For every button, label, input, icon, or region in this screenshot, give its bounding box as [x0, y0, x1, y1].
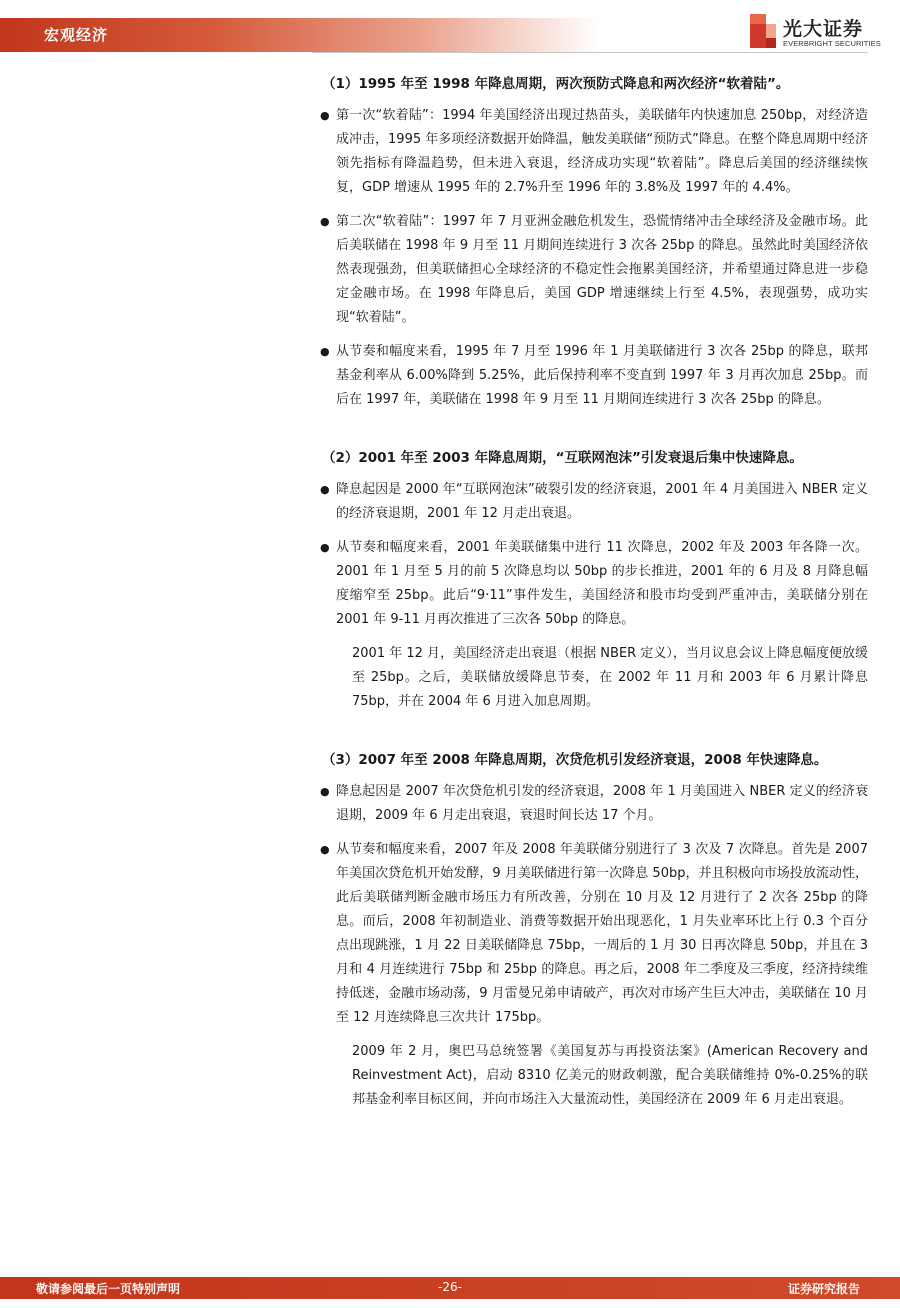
report-type: 证券研究报告 [787, 1282, 860, 1296]
paragraph: 2001 年 12 月，美国经济走出衰退（根据 NBER 定义），当月议息会议上降息幅度便放缓至 25bp。之后，美联储放缓降息节奏，在 2002 年 11 月和 2003 年 6 月累计降息 75bp，并在 2004 年 6 月进入加息周期。 [352, 646, 868, 709]
bullet-text: 第一次“软着陆”：1994 年美国经济出现过热苗头，美联储年内快速加息 250bp，对经济造成冲击，1995 年多项经济数据开始降温，触发美联储“预防式”降息。在整个降息周期中经济领先指标有降温趋势，但未进入衰退，经济成功实现“软着陆”。降息后美国的经济继续恢复，GDP 增速从 1995 年的 2.7%升至 1996 年的 3.8%及 1997 年的 4.4%。 [336, 108, 868, 195]
header-divider [312, 52, 868, 53]
disclaimer-link[interactable]: 敬请参阅最后一页特别声明 [36, 1282, 181, 1296]
everbright-logo-icon [750, 14, 776, 48]
section-heading: （1）1995 年至 1998 年降息周期，两次预防式降息和两次经济“软着陆”。 [322, 76, 790, 92]
bullet-icon: ● [320, 785, 330, 798]
bullet-icon: ● [320, 109, 330, 122]
spacer [318, 422, 868, 448]
bullet-item [318, 838, 868, 1030]
bullet-icon: ● [320, 541, 330, 554]
section-label: 宏观经济 [44, 26, 109, 44]
company-logo [750, 12, 880, 52]
section-heading: （3）2007 年至 2008 年降息周期，次贷危机引发经济衰退，2008 年快速降息。 [322, 752, 828, 768]
bullet-text: 降息起因是 2000 年“互联网泡沫”破裂引发的经济衰退，2001 年 4 月美国进入 NBER 定义的经济衰退期，2001 年 12 月走出衰退。 [336, 482, 868, 521]
bullet-item [318, 478, 868, 526]
bullet-item [318, 536, 868, 632]
section-heading: （2）2001 年至 2003 年降息周期，“互联网泡沫”引发衰退后集中快速降息。 [322, 450, 803, 466]
logo-text-cn: 光大证券 [783, 18, 864, 40]
bullet-text: 从节奏和幅度来看，2007 年及 2008 年美联储分别进行了 3 次及 7 次降息。首先是 2007 年美国次贷危机开始发酵，9 月美联储进行第一次降息 50bp，并且积极向市场投放流动性，此后美联储判断金融市场压力有所改善，分别在 10 月及 12 月进行了 2 次各 25bp 的降息。而后，2008 年初制造业、消费等数据开始出现恶化，1 月失业率环比上行 0.3 个百分点出现跳涨，1 月 22 日美联储降息 75bp，一周后的 1 月 30 日再次降息 50bp，并且在 3 月和 4 月连续进行 75bp 和 25bp 的降息。再之后，2008 年二季度及三季度，经济持续维持低迷，金融市场动荡，9 月雷曼兄弟申请破产，再次对市场产生巨大冲击，美联储在 10 月至 12 月连续降息三次共计 175bp。 [336, 842, 868, 1025]
bullet-icon: ● [320, 345, 330, 358]
logo-text-en: EVERBRIGHT SECURITIES [783, 39, 881, 48]
bullet-icon: ● [320, 483, 330, 496]
bullet-text: 从节奏和幅度来看，1995 年 7 月至 1996 年 1 月美联储进行 3 次各 25bp 的降息，联邦基金利率从 6.00%降到 5.25%，此后保持利率不变直到 1997 年 3 月再次加息 25bp。而后在 1997 年，美联储在 1998 年 9 月至 11 月期间连续进行 3 次各 25bp 的降息。 [336, 344, 868, 407]
bullet-item [318, 210, 868, 330]
spacer [318, 724, 868, 750]
paragraph: 2009 年 2 月，奥巴马总统签署《美国复苏与再投资法案》(American Recovery and Reinvestment Act)，启动 8310 亿美元的财政刺激，配合美联储维持 0%-0.25%的联邦基金利率目标区间，并向市场注入大量流动性，美国经济在 2009 年 6 月走出衰退。 [352, 1044, 868, 1107]
bullet-item [318, 104, 868, 200]
bullet-text: 第二次“软着陆”：1997 年 7 月亚洲金融危机发生，恐慌情绪冲击全球经济及金融市场。此后美联储在 1998 年 9 月至 11 月期间连续进行 3 次各 25bp 的降息。虽然此时美国经济依然表现强劲，但美联储担心全球经济的不稳定性会拖累美国经济，并希望通过降息进一步稳定金融市场。在 1998 年降息后，美国 GDP 增速继续上行至 4.5%，表现强势，成功实现“软着陆”。 [336, 214, 868, 325]
bullet-item [318, 340, 868, 412]
article-body [318, 74, 868, 1122]
bullet-text: 从节奏和幅度来看，2001 年美联储集中进行 11 次降息，2002 年及 2003 年各降一次。2001 年 1 月至 5 月的前 5 次降息均以 50bp 的步长推进，2001 年的 6 月及 8 月降息幅度缩窄至 25bp。此后“9·11”事件发生，美国经济和股市均受到严重冲击，美联储分别在 2001 年 9-11 月再次推进了三次各 50bp 的降息。 [336, 540, 868, 627]
bullet-item [318, 780, 868, 828]
bullet-text: 降息起因是 2007 年次贷危机引发的经济衰退，2008 年 1 月美国进入 NBER 定义的经济衰退期，2009 年 6 月走出衰退，衰退时间长达 17 个月。 [336, 784, 868, 823]
page-number: -26- [438, 1280, 462, 1294]
bullet-icon: ● [320, 215, 330, 228]
bullet-icon: ● [320, 843, 330, 856]
